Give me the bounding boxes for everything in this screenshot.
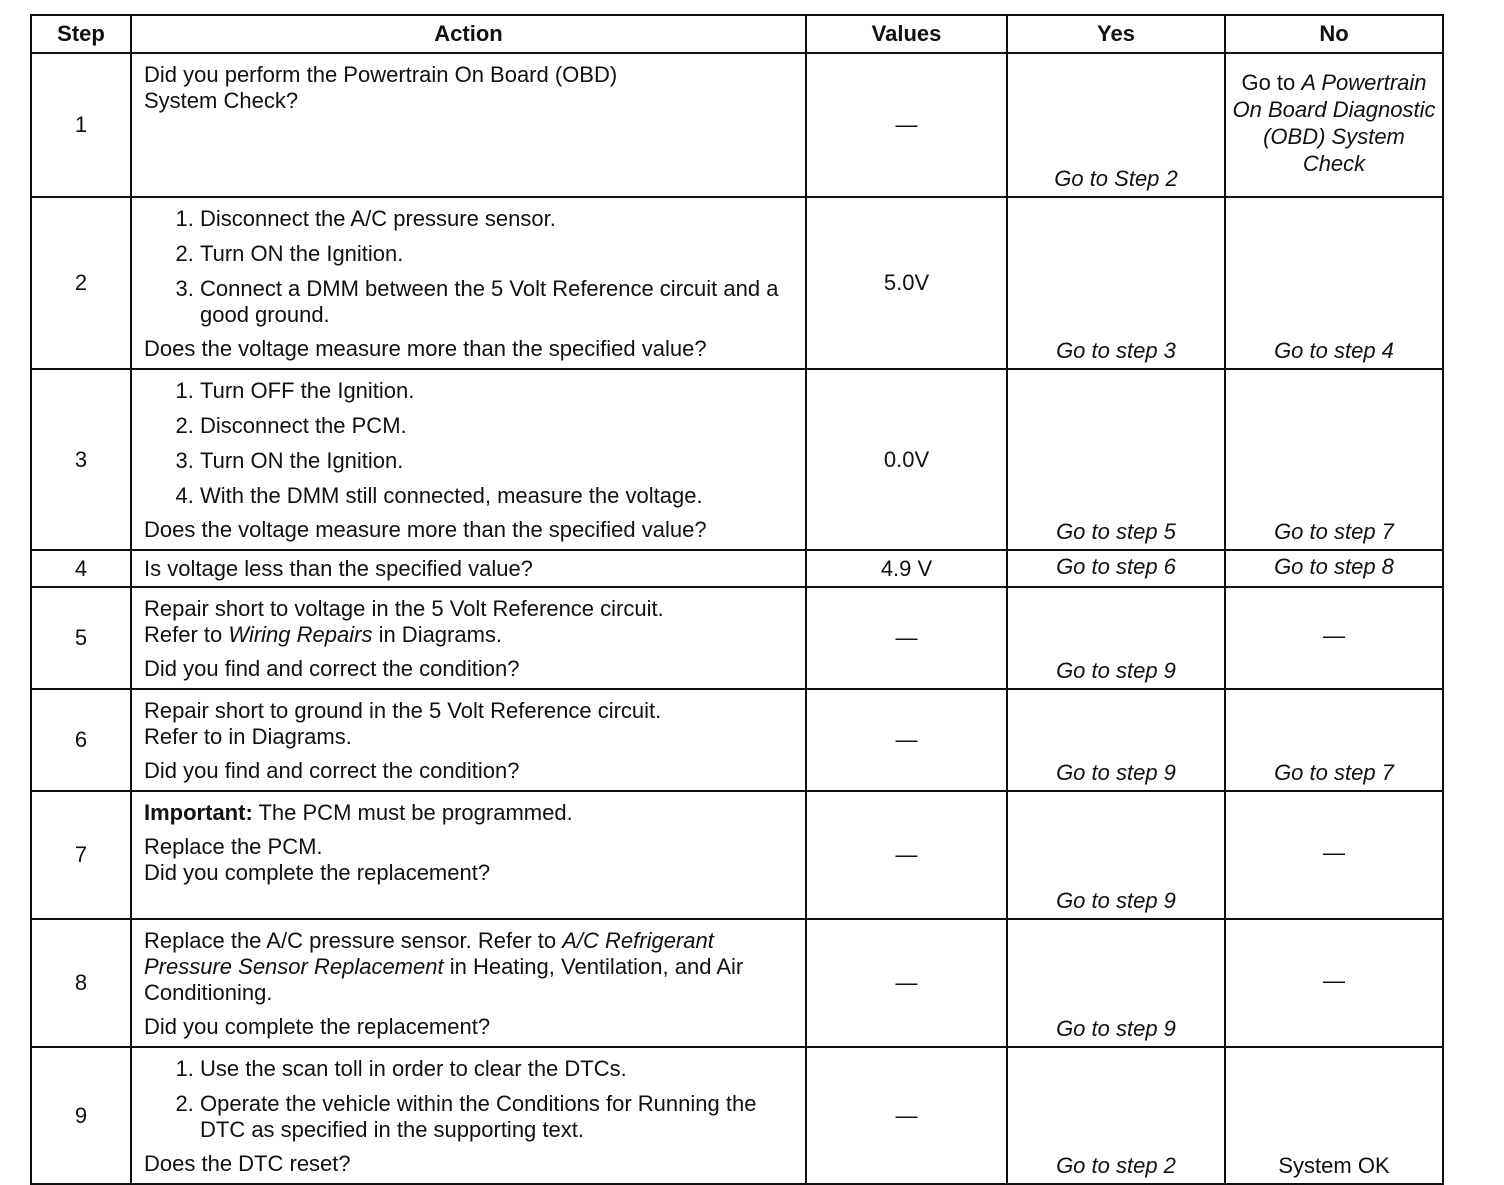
no-link[interactable]: Go to step 4 bbox=[1225, 197, 1443, 369]
refer-prefix: Refer to bbox=[144, 622, 229, 647]
action-question: Does the voltage measure more than the specified value? bbox=[144, 336, 707, 361]
no-link[interactable]: Go to step 8 bbox=[1225, 550, 1443, 587]
refer-suffix: in Diagrams. bbox=[372, 622, 503, 647]
action-question: Did you complete the replacement? bbox=[144, 1014, 491, 1039]
value-cell: — bbox=[806, 1047, 1007, 1184]
yes-link[interactable]: Go to step 6 bbox=[1007, 550, 1225, 587]
action-cell bbox=[131, 689, 806, 791]
table-row bbox=[31, 1047, 1443, 1184]
value-cell: 4.9 V bbox=[806, 550, 1007, 587]
no-value: — bbox=[1225, 791, 1443, 919]
table-row bbox=[31, 369, 1443, 550]
action-line: Repair short to voltage in the 5 Volt Reference circuit. bbox=[144, 596, 664, 621]
step-number: 8 bbox=[31, 919, 131, 1047]
refer-prefix: Replace the A/C pressure sensor. Refer to bbox=[144, 928, 563, 953]
refer-suffix: in Heating, Ventilation, and Air Conditioning. bbox=[144, 954, 744, 1005]
step-number: 2 bbox=[31, 197, 131, 369]
important-note bbox=[144, 800, 797, 826]
no-link[interactable]: Go to step 7 bbox=[1225, 689, 1443, 791]
header-values: Values bbox=[806, 15, 1007, 53]
refer-link[interactable]: Wiring Repairs bbox=[228, 622, 373, 647]
step-number: 9 bbox=[31, 1047, 131, 1184]
action-step-item: 1. Use the scan toll in order to clear the DTCs. bbox=[200, 1056, 797, 1082]
refer-link[interactable]: A/C Refrigerant Pressure Sensor Replacement bbox=[144, 928, 714, 979]
action-step-item: 2. Operate the vehicle within the Conditions for Running the DTC as specified in the supporting text. bbox=[200, 1091, 797, 1143]
action-line: Refer to in Diagrams. bbox=[144, 724, 352, 749]
action-question: Does the voltage measure more than the specified value? bbox=[144, 517, 707, 542]
value-cell: 0.0V bbox=[806, 369, 1007, 550]
action-text bbox=[144, 596, 797, 648]
action-question: Did you find and correct the condition? bbox=[144, 758, 520, 783]
action-step-item: 1. Disconnect the A/C pressure sensor. bbox=[200, 206, 797, 232]
table-row bbox=[31, 53, 1443, 197]
table-row bbox=[31, 197, 1443, 369]
table-row bbox=[31, 791, 1443, 919]
no-link[interactable]: A Powertrain On Board Diagnostic (OBD) System Check bbox=[1232, 70, 1436, 176]
action-question: System Check? bbox=[144, 88, 299, 113]
action-line: Repair short to ground in the 5 Volt Reference circuit. bbox=[144, 698, 662, 723]
action-cell bbox=[131, 197, 806, 369]
value-cell: — bbox=[806, 53, 1007, 197]
action-cell bbox=[131, 791, 806, 919]
step-number: 3 bbox=[31, 369, 131, 550]
action-question: Does the DTC reset? bbox=[144, 1151, 351, 1176]
value-cell: — bbox=[806, 791, 1007, 919]
action-steps bbox=[144, 206, 797, 328]
action-question: Is voltage less than the specified value? bbox=[144, 555, 533, 581]
important-text: The PCM must be programmed. bbox=[252, 800, 573, 825]
table-row bbox=[31, 550, 1443, 587]
step-number: 7 bbox=[31, 791, 131, 919]
action-line: Replace the PCM. bbox=[144, 834, 323, 859]
yes-link[interactable]: Go to step 9 bbox=[1007, 587, 1225, 689]
yes-link[interactable]: Go to step 3 bbox=[1007, 197, 1225, 369]
no-value: — bbox=[1225, 587, 1443, 689]
no-value: System OK bbox=[1225, 1047, 1443, 1184]
table-row bbox=[31, 587, 1443, 689]
header-row bbox=[31, 15, 1443, 53]
yes-link[interactable]: Go to step 9 bbox=[1007, 791, 1225, 919]
action-cell bbox=[131, 587, 806, 689]
action-step-item: 4. With the DMM still connected, measure the voltage. bbox=[200, 483, 797, 509]
action-cell bbox=[131, 919, 806, 1047]
action-line bbox=[144, 622, 797, 648]
yes-link[interactable]: Go to step 9 bbox=[1007, 689, 1225, 791]
step-number: 4 bbox=[31, 550, 131, 587]
no-cell bbox=[1225, 53, 1443, 197]
action-question: Did you perform the Powertrain On Board (OBD) bbox=[144, 62, 618, 87]
action-steps bbox=[144, 378, 797, 509]
action-text bbox=[144, 698, 797, 750]
action-step-item: 2. Disconnect the PCM. bbox=[200, 413, 797, 439]
no-link[interactable]: Go to step 7 bbox=[1225, 369, 1443, 550]
action-cell bbox=[131, 53, 806, 197]
action-cell bbox=[131, 369, 806, 550]
action-question: Did you complete the replacement? bbox=[144, 860, 491, 885]
table-row bbox=[31, 689, 1443, 791]
yes-link[interactable]: Go to step 2 bbox=[1007, 1047, 1225, 1184]
yes-link[interactable]: Go to step 5 bbox=[1007, 369, 1225, 550]
action-step-item: 3. Connect a DMM between the 5 Volt Reference circuit and a good ground. bbox=[200, 276, 797, 328]
table-row bbox=[31, 919, 1443, 1047]
diagnostic-table bbox=[30, 14, 1444, 1185]
action-text bbox=[144, 928, 797, 1006]
important-label: Important: bbox=[144, 800, 253, 825]
value-cell: 5.0V bbox=[806, 197, 1007, 369]
action-question: Did you find and correct the condition? bbox=[144, 656, 520, 681]
action-cell bbox=[131, 1047, 806, 1184]
action-step-item: 2. Turn ON the Ignition. bbox=[200, 241, 797, 267]
action-steps bbox=[144, 1056, 797, 1143]
header-yes: Yes bbox=[1007, 15, 1225, 53]
value-cell: — bbox=[806, 587, 1007, 689]
step-number: 1 bbox=[31, 53, 131, 197]
action-step-item: 1. Turn OFF the Ignition. bbox=[200, 378, 797, 404]
step-number: 6 bbox=[31, 689, 131, 791]
no-prefix: Go to bbox=[1241, 70, 1302, 95]
yes-link[interactable]: Go to Step 2 bbox=[1007, 53, 1225, 197]
value-cell: — bbox=[806, 919, 1007, 1047]
action-cell bbox=[131, 550, 806, 587]
no-value: — bbox=[1225, 919, 1443, 1047]
header-no: No bbox=[1225, 15, 1443, 53]
header-action: Action bbox=[131, 15, 806, 53]
header-step: Step bbox=[31, 15, 131, 53]
value-cell: — bbox=[806, 689, 1007, 791]
yes-link[interactable]: Go to step 9 bbox=[1007, 919, 1225, 1047]
step-number: 5 bbox=[31, 587, 131, 689]
action-step-item: 3. Turn ON the Ignition. bbox=[200, 448, 797, 474]
